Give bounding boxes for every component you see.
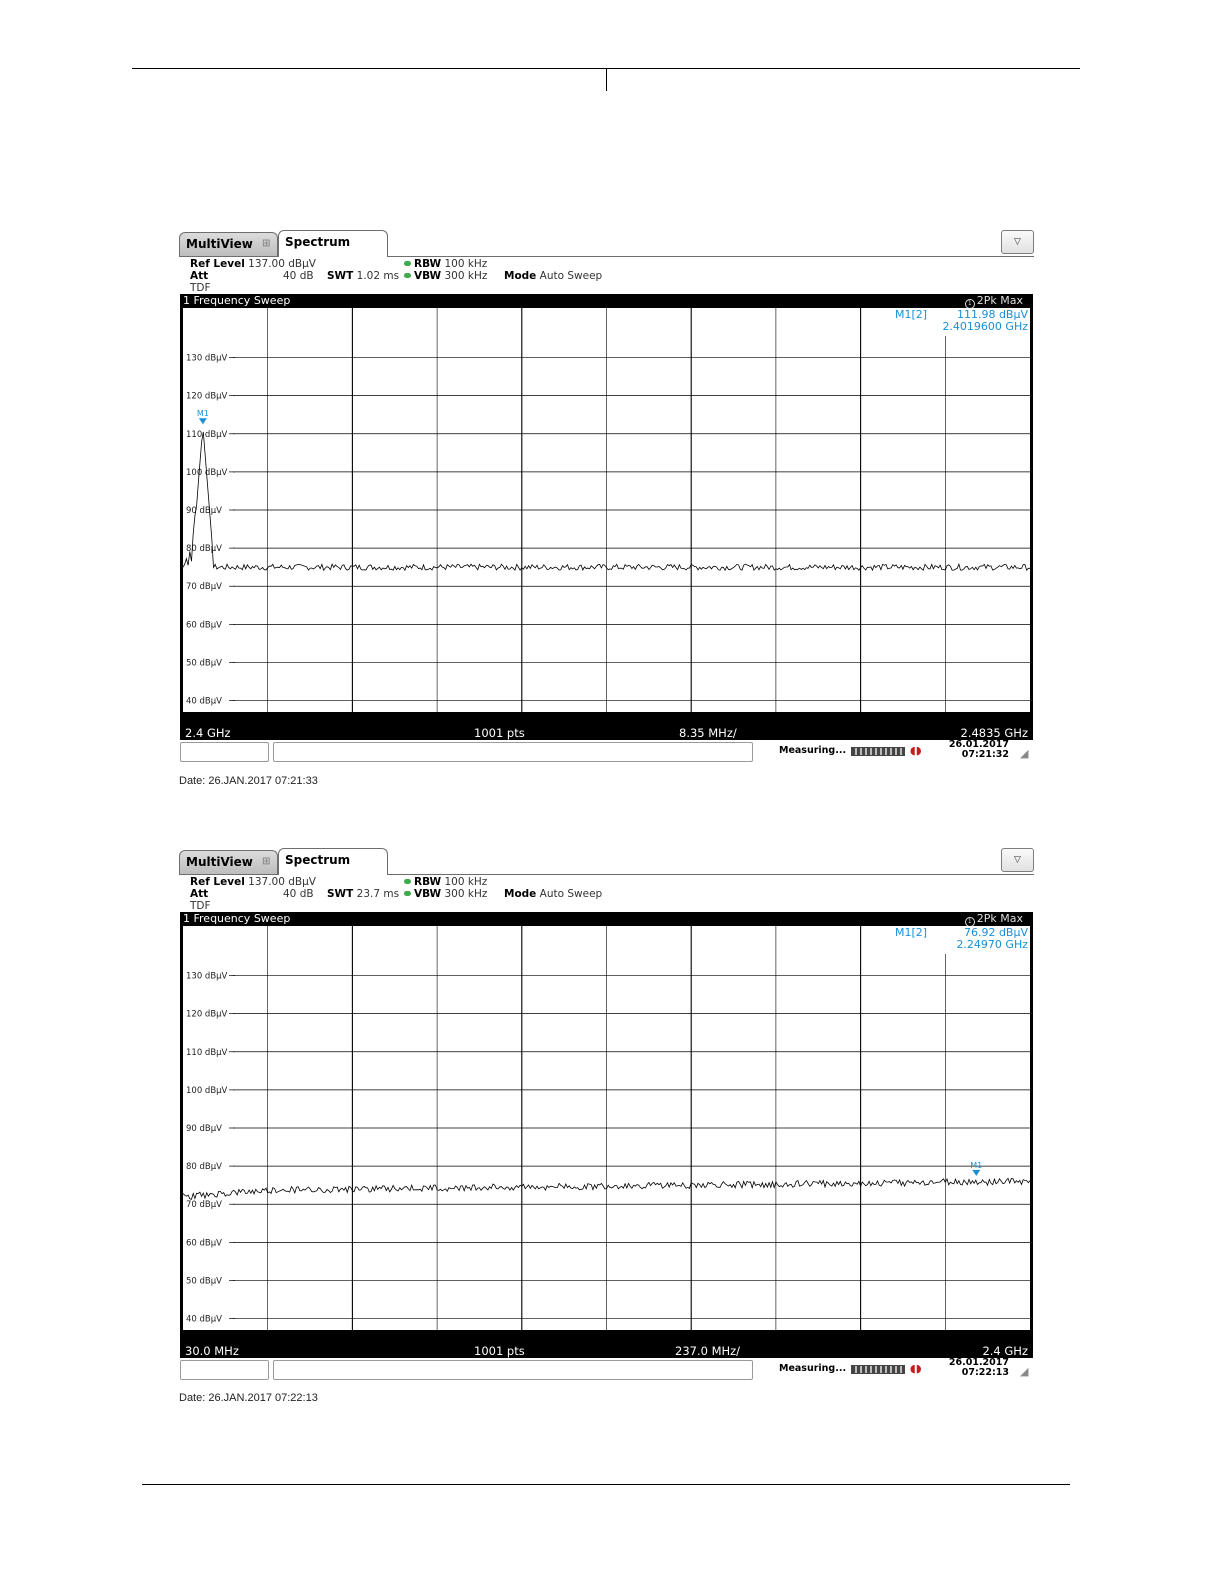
ref-level-row [190,258,316,270]
y-tick-label: 100 dBµV [186,467,228,478]
vbw-value: 300 kHz [444,888,488,900]
swt-row [327,888,399,900]
spectrum-screen-2 [179,846,1034,1382]
swt-value: 23.7 ms [356,888,400,900]
trace-circle-icon: 1 [965,917,975,927]
swt-value: 1.02 ms [356,270,400,282]
y-tick-label: 40 dBµV [186,696,222,707]
message-field [273,1360,753,1380]
trace-info [965,912,1023,927]
stop-frequency: 2.4835 GHz [960,726,1028,740]
measuring-label: Measuring... [779,745,847,756]
chevron-down-icon: ▽ [1014,855,1021,865]
date-caption: Date: 26.JAN.2017 07:21:33 [179,775,318,787]
start-frequency: 2.4 GHz [185,726,231,740]
marker-tag: M1 [196,409,209,419]
att-value-wrap [283,270,314,282]
status-field [180,742,269,762]
att-value: 40 dB [283,270,314,282]
y-tick-label: 110 dBµV [186,1047,228,1058]
tab-divider [388,256,1034,257]
trace-label: 2Pk Max [976,294,1023,307]
ref-level-value: 137.00 dBµV [248,258,316,270]
y-tick-label: 70 dBµV [186,582,222,593]
chevron-down-icon: ▽ [1014,237,1021,247]
status-dot-icon [404,891,411,896]
grid-icon: ⊞ [262,856,271,867]
tdf-label: TDF [190,900,211,912]
grid-icon: ⊞ [262,238,271,249]
marker-readout-label: M1[2] [895,926,928,939]
ref-level-value: 137.00 dBµV [248,876,316,888]
tab-spectrum[interactable] [278,230,388,257]
y-tick-label: 100 dBµV [186,1085,228,1096]
ref-level-label: Ref Level [190,876,245,888]
status-date: 26.01.2017 [948,1357,1009,1368]
att-value: 40 dB [283,888,314,900]
spectrum-screen-1 [179,228,1034,764]
tab-spectrum[interactable] [278,848,388,875]
status-datetime [949,1358,1009,1378]
resize-grip-icon[interactable]: ◢ [1020,747,1029,760]
y-tick-label: 50 dBµV [186,1276,222,1287]
tdf-label: TDF [190,282,211,294]
mode-value: Auto Sweep [539,270,603,282]
status-time: 07:22:13 [961,1367,1009,1378]
record-icon: ◖◗ [910,744,922,757]
rbw-row [404,876,487,888]
status-bar [179,1358,1034,1382]
y-tick-label: 90 dBµV [186,1124,222,1134]
swt-label: SWT [327,270,354,282]
att-label-wrap [190,888,208,900]
vbw-row [404,270,487,282]
att-value-wrap [283,888,314,900]
att-label: Att [190,270,209,282]
rbw-value: 100 kHz [444,876,488,888]
att-label: Att [190,888,209,900]
status-datetime [949,740,1009,760]
tab-multiview-label: MultiView [186,237,253,251]
message-field [273,742,753,762]
y-tick-label: 50 dBµV [186,658,222,669]
dropdown-button[interactable] [1001,848,1034,872]
sweep-title: 1 Frequency Sweep [183,294,291,307]
status-time: 07:21:32 [961,749,1009,760]
trace-circle-icon: 1 [965,299,975,309]
measuring-label: Measuring... [779,1363,847,1374]
tab-multiview[interactable] [179,232,278,256]
y-tick-label: 60 dBµV [186,1238,222,1249]
status-dot-icon [404,261,411,266]
sweep-window [180,294,1033,740]
y-tick-label: 90 dBµV [186,506,222,516]
progress-bar [851,747,905,756]
rbw-label: RBW [414,876,442,888]
sweep-points: 1001 pts [474,1344,525,1358]
swt-label: SWT [327,888,354,900]
marker-readout-frequency: 2.24970 GHz [956,938,1028,951]
record-icon: ◖◗ [910,1362,922,1375]
mode-label: Mode [504,270,537,282]
tab-multiview-label: MultiView [186,855,253,869]
att-label-wrap [190,270,208,282]
mode-label: Mode [504,888,537,900]
mode-row [504,888,602,900]
header-rule-tick [606,68,607,91]
trace-label: 2Pk Max [976,912,1023,925]
y-tick-label: 70 dBµV [186,1200,222,1211]
span-per-division: 237.0 MHz/ [675,1344,741,1358]
y-tick-label: 40 dBµV [186,1314,222,1325]
progress-bar [851,1365,905,1374]
spectrum-plot[interactable] [183,308,1030,726]
tab-spectrum-label: Spectrum [285,235,351,249]
marker-readout-frequency: 2.4019600 GHz [942,320,1028,333]
ref-level-label: Ref Level [190,258,245,270]
rbw-value: 100 kHz [444,258,488,270]
y-tick-label: 80 dBµV [186,1162,222,1173]
vbw-label: VBW [414,888,442,900]
y-tick-label: 60 dBµV [186,620,222,631]
y-tick-label: 120 dBµV [186,391,228,402]
footer-rule [142,1484,1070,1485]
date-caption: Date: 26.JAN.2017 07:22:13 [179,1392,318,1404]
tab-divider [388,874,1034,875]
sweep-points: 1001 pts [474,726,525,740]
swt-row [327,270,399,282]
mode-row [504,270,602,282]
trace-info [965,294,1023,309]
dropdown-button[interactable] [1001,230,1034,254]
y-tick-label: 80 dBµV [186,544,222,555]
marker-readout-level: 111.98 dBµV [956,308,1028,321]
marker-readout-level: 76.92 dBµV [963,926,1028,939]
status-date: 26.01.2017 [948,739,1009,750]
tab-divider [179,874,278,875]
vbw-label: VBW [414,270,442,282]
status-dot-icon [404,879,411,884]
tab-spectrum-label: Spectrum [285,853,351,867]
marker-tag: M1 [970,1160,983,1170]
ref-level-row [190,876,316,888]
rbw-row [404,258,487,270]
status-field [180,1360,269,1380]
tab-multiview[interactable] [179,850,278,874]
tab-divider [179,256,278,257]
spectrum-plot[interactable] [183,926,1030,1344]
vbw-value: 300 kHz [444,270,488,282]
stop-frequency: 2.4 GHz [982,1344,1028,1358]
start-frequency: 30.0 MHz [185,1344,239,1358]
mode-value: Auto Sweep [539,888,603,900]
sweep-window [180,912,1033,1358]
sweep-title: 1 Frequency Sweep [183,912,291,925]
status-dot-icon [404,273,411,278]
marker-readout-label: M1[2] [895,308,928,321]
y-tick-label: 110 dBµV [186,429,228,440]
y-tick-label: 130 dBµV [186,353,228,364]
y-tick-label: 120 dBµV [186,1009,228,1020]
rbw-label: RBW [414,258,442,270]
status-bar [179,740,1034,764]
y-tick-label: 130 dBµV [186,971,228,982]
vbw-row [404,888,487,900]
span-per-division: 8.35 MHz/ [679,726,737,740]
resize-grip-icon[interactable]: ◢ [1020,1365,1029,1378]
